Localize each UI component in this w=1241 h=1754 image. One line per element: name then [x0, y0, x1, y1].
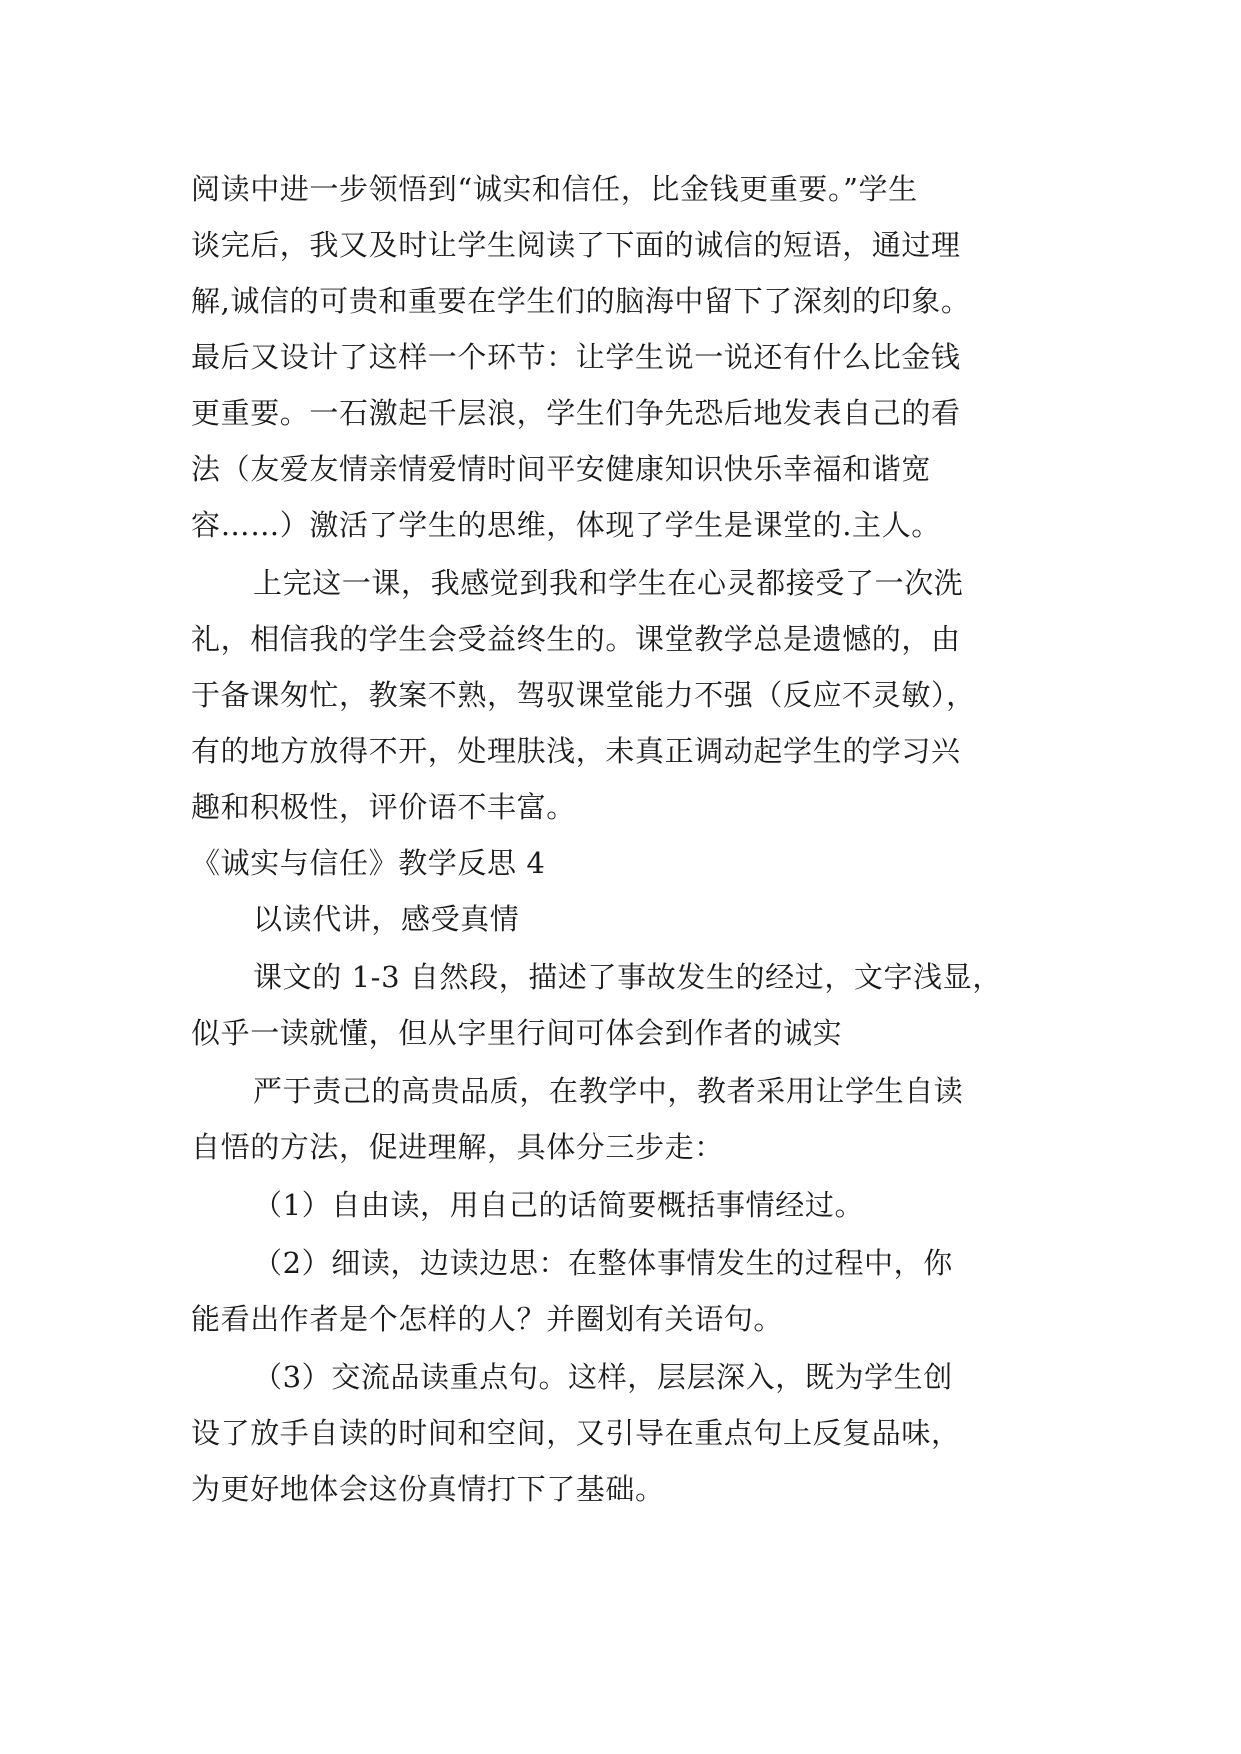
text-line: 设了放手自读的时间和空间，又引导在重点句上反复品味，: [191, 1416, 961, 1450]
text-line: 解,诚信的可贵和重要在学生们的脑海中留下了深刻的印象。: [191, 284, 971, 318]
text-line: 趣和积极性，评价语不丰富。: [191, 790, 576, 824]
text-line: 礼，相信我的学生会受益终生的。课堂教学总是遗憾的，由: [191, 622, 961, 656]
text-line: 于备课匆忙，教案不熟，驾驭课堂能力不强（反应不灵敏），: [191, 678, 976, 712]
text-line: 似乎一读就懂，但从字里行间可体会到作者的诚实: [191, 1016, 843, 1050]
text-line: 自悟的方法，促进理解，具体分三步走：: [191, 1130, 724, 1164]
text-line: 有的地方放得不开，处理肤浅，未真正调动起学生的学习兴: [191, 734, 961, 768]
section-title: 《诚实与信任》教学反思 4: [191, 846, 546, 880]
list-item: （1）自由读，用自己的话简要概括事情经过。: [253, 1188, 865, 1222]
list-item: （3）交流品读重点句。这样，层层深入，既为学生创: [253, 1360, 953, 1394]
text-line: 为更好地体会这份真情打下了基础。: [191, 1472, 665, 1506]
text-line: 能看出作者是个怎样的人？并圈划有关语句。: [191, 1302, 784, 1336]
paragraph-first-line: 上完这一课，我感觉到我和学生在心灵都接受了一次洗: [253, 566, 964, 600]
paragraph-first-line: 课文的 1-3 自然段，描述了事故发生的经过，文字浅显，: [253, 960, 1002, 994]
section-subtitle: 以读代讲，感受真情: [253, 902, 520, 936]
paragraph-first-line: 严于责己的高贵品质，在教学中，教者采用让学生自读: [253, 1074, 964, 1108]
text-line: 容……）激活了学生的思维，体现了学生是课堂的.主人。: [191, 508, 941, 542]
text-line: 谈完后，我又及时让学生阅读了下面的诚信的短语，通过理: [191, 228, 961, 262]
text-line: 更重要。一石激起千层浪，学生们争先恐后地发表自己的看: [191, 396, 961, 430]
list-item: （2）细读，边读边思：在整体事情发生的过程中，你: [253, 1246, 953, 1280]
text-line: 法（友爱友情亲情爱情时间平安健康知识快乐幸福和谐宽: [191, 452, 932, 486]
text-line: 阅读中进一步领悟到“诚实和信任，比金钱更重要。”学生: [191, 172, 918, 206]
text-line: 最后又设计了这样一个环节：让学生说一说还有什么比金钱: [191, 340, 961, 374]
